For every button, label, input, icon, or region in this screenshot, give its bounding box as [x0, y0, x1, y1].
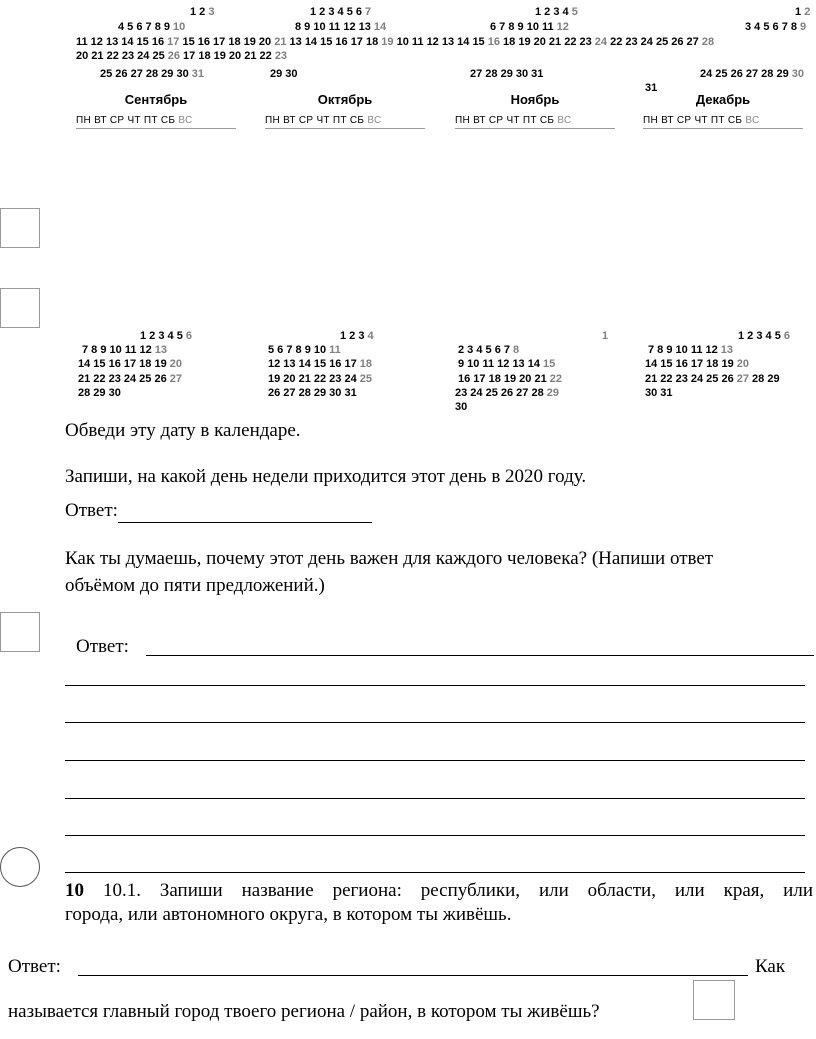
calendar-bottom-row — [78, 387, 121, 399]
weekday-label: СБ — [539, 115, 558, 126]
weekday-label-sunday: ВС — [745, 115, 760, 126]
task10-next-question: называется главный город твоего региона / район, в котором ты живёшь? — [8, 1001, 600, 1022]
calendar-bottom-row — [458, 373, 562, 385]
date-group: 20 21 22 23 24 25 — [76, 50, 168, 62]
calendar-bottom-row — [268, 344, 341, 356]
date-group: 17 18 19 20 21 22 — [180, 50, 275, 62]
weekend-date: 26 — [167, 50, 180, 62]
weekend-date: 24 — [594, 36, 608, 48]
calendar-top-row — [535, 6, 578, 18]
weekday-label: СБ — [160, 115, 179, 126]
importance-question-line1: Как ты думаешь, почему этот день важен для каждого человека? (Напиши ответ — [65, 548, 714, 569]
weekend-date: 29 — [546, 387, 559, 399]
date-group: 18 19 20 21 22 23 — [499, 36, 595, 48]
calendar-bottom-row — [645, 387, 673, 399]
calendar-bottom-row — [458, 344, 519, 356]
month-title: Декабрь — [695, 92, 751, 107]
score-box-4[interactable] — [693, 980, 735, 1020]
weekend-date: 16 — [487, 36, 500, 48]
weekday-label: ПТ — [332, 115, 350, 126]
weekend-date: 3 — [208, 6, 215, 18]
date-group: 19 20 21 22 23 24 — [268, 373, 360, 385]
weekday-label-sunday: ВС — [178, 115, 193, 126]
weekday-label: ВТ — [283, 115, 299, 126]
score-box-3[interactable] — [0, 612, 40, 652]
answer-line-4[interactable] — [65, 760, 805, 761]
weekend-date: 6 — [783, 330, 790, 342]
answer-line-7[interactable] — [65, 872, 805, 873]
weekday-label: СБ — [727, 115, 746, 126]
weekday-label: СР — [676, 115, 695, 126]
weekend-date: 1 — [602, 330, 609, 342]
weekend-date: 6 — [185, 330, 192, 342]
weekday-label: ЧТ — [506, 115, 523, 126]
date-group: 11 12 13 14 15 16 — [76, 36, 168, 48]
date-group: 23 24 25 26 27 28 — [455, 387, 547, 399]
importance-answer-label: Ответ: — [76, 636, 129, 657]
date-group: 6 7 8 9 10 11 — [490, 21, 557, 33]
calendar-top-row — [118, 21, 185, 33]
weekend-date: 13 — [154, 344, 168, 356]
date-group: 7 8 9 10 11 12 — [82, 344, 155, 356]
task10-answer-line[interactable] — [78, 975, 748, 976]
calendar-bottom-row — [458, 358, 555, 370]
date-group: 13 14 15 16 17 18 — [286, 36, 382, 48]
date-group: 5 6 7 8 9 10 — [268, 344, 330, 356]
calendar-top-row — [295, 21, 386, 33]
task10-answer-label: Ответ: — [8, 956, 61, 977]
date-group: 1 — [795, 6, 805, 18]
answer-label: Ответ: — [65, 500, 118, 521]
answer-line-2[interactable] — [65, 685, 805, 686]
weekend-date: 28 — [701, 36, 715, 48]
calendar-bottom-row — [340, 330, 374, 342]
date-group: 22 23 24 25 26 27 — [607, 36, 702, 48]
answer-line-6[interactable] — [65, 835, 805, 836]
calendar-top-row — [310, 6, 371, 18]
calendar-bottom-row — [455, 387, 559, 399]
answer-line-5[interactable] — [65, 798, 805, 799]
weekday-label: ПН — [643, 115, 662, 126]
weekday-label: СР — [488, 115, 507, 126]
calendar-bottom-row — [645, 373, 780, 385]
date-group: 1 2 — [190, 6, 209, 18]
calendar-bottom-row — [82, 344, 167, 356]
month-title: Октябрь — [317, 92, 373, 107]
date-group: 7 8 9 10 11 12 — [648, 344, 721, 356]
date-group: 28 29 30 — [78, 387, 121, 399]
weekday-label: СР — [298, 115, 317, 126]
date-group: 14 15 16 17 18 19 — [78, 358, 170, 370]
calendar-bottom-row — [268, 387, 357, 399]
date-group: 30 31 — [645, 387, 673, 399]
calendar-top-row — [490, 21, 569, 33]
calendar-top-row — [795, 6, 810, 18]
calendar-top-row — [190, 6, 214, 18]
weekday-row — [76, 115, 236, 129]
weekend-date: 8 — [513, 344, 520, 356]
calendar-top-row — [76, 36, 714, 48]
weekend-date: 20 — [736, 358, 749, 370]
weekday-label: ПТ — [710, 115, 728, 126]
calendar-top-row — [470, 68, 543, 80]
weekday-label: ВТ — [661, 115, 677, 126]
weekday-label: ВТ — [473, 115, 489, 126]
date-group: 3 4 5 6 7 8 — [745, 21, 801, 33]
date-group: 30 — [455, 401, 468, 413]
weekday-row — [265, 115, 425, 129]
calendar-top-row — [700, 68, 804, 80]
weekday-answer — [65, 500, 372, 523]
date-group: 8 9 10 11 12 13 — [295, 21, 374, 33]
answer-line[interactable] — [118, 500, 372, 523]
date-group: 4 5 6 7 8 9 — [118, 21, 174, 33]
date-group: 10 11 12 13 14 15 — [393, 36, 488, 48]
date-group: 15 16 17 18 19 20 — [179, 36, 275, 48]
weekend-date: 18 — [359, 358, 372, 370]
calendar-bottom-row — [140, 330, 192, 342]
date-group: 14 15 16 17 18 19 — [645, 358, 737, 370]
weekday-label: ПН — [76, 115, 95, 126]
date-group: 27 28 29 30 31 — [470, 68, 544, 80]
date-group: 1 2 3 — [340, 330, 368, 342]
date-group: 1 2 3 4 — [535, 6, 572, 18]
weekend-date: 31 — [191, 68, 204, 80]
date-group: 9 10 11 12 13 14 — [458, 358, 544, 370]
weekend-date: 19 — [381, 36, 394, 48]
weekend-date: 30 — [791, 68, 804, 80]
weekend-date: 27 — [736, 373, 749, 385]
weekend-date: 12 — [556, 21, 569, 33]
calendar-top-row — [100, 68, 204, 80]
month-title: Ноябрь — [510, 92, 560, 107]
date-group: 12 13 14 15 16 17 — [268, 358, 360, 370]
date-group: 1 2 3 4 5 — [738, 330, 784, 342]
date-group: 1 2 3 4 5 — [140, 330, 186, 342]
calendar-bottom-row — [602, 330, 608, 342]
weekend-date: 14 — [373, 21, 387, 33]
weekend-date: 11 — [329, 344, 341, 356]
weekday-question: Запиши, на какой день недели приходится этот день в 2020 году. — [65, 466, 587, 487]
weekend-date: 21 — [274, 36, 287, 48]
weekend-date: 4 — [367, 330, 374, 342]
score-circle[interactable] — [0, 847, 40, 887]
calendar-top-row — [76, 50, 287, 62]
weekday-label: ПН — [455, 115, 474, 126]
weekday-label-sunday: ВС — [367, 115, 382, 126]
task10-number: 10 — [65, 880, 84, 901]
answer-line-1[interactable] — [146, 655, 814, 656]
date-group: 1 2 3 4 5 6 — [310, 6, 366, 18]
weekday-label: ЧТ — [694, 115, 711, 126]
weekday-label: СБ — [349, 115, 368, 126]
weekend-date: 25 — [359, 373, 372, 385]
weekday-label: СР — [109, 115, 128, 126]
calendar-top-row — [270, 68, 298, 80]
date-group: 25 26 27 28 29 30 — [100, 68, 192, 80]
weekend-date: 5 — [571, 6, 578, 18]
weekend-date: 22 — [549, 373, 562, 385]
weekday-label-sunday: ВС — [557, 115, 572, 126]
weekday-label: ПТ — [143, 115, 161, 126]
task10-text-line1 — [65, 880, 813, 902]
weekend-date: 15 — [543, 358, 556, 370]
answer-line-3[interactable] — [65, 722, 805, 723]
importance-question-line2: объёмом до пяти предложений.) — [65, 575, 325, 596]
calendar-bottom-row — [738, 330, 790, 342]
weekend-date: 20 — [169, 358, 182, 370]
weekend-date: 2 — [804, 6, 811, 18]
weekday-label: ЧТ — [127, 115, 144, 126]
month-title: Сентябрь — [124, 92, 188, 107]
calendar-top-row — [745, 21, 806, 33]
date-group: 16 17 18 19 20 21 — [458, 373, 550, 385]
calendar-bottom-row — [268, 358, 372, 370]
calendar-bottom-row — [78, 373, 182, 385]
weekday-row — [643, 115, 803, 129]
calendar-bottom-row — [268, 373, 372, 385]
date-group: 21 22 23 24 25 26 — [78, 373, 170, 385]
date-group: 24 25 26 27 28 29 — [700, 68, 792, 80]
date-group: 2 3 4 5 6 7 — [458, 344, 514, 356]
calendar-bottom-row — [455, 401, 467, 413]
task10-text-line2: города, или автономного округа, в котором ты живёшь. — [65, 904, 512, 925]
weekend-date: 27 — [169, 373, 182, 385]
date-group: 28 29 — [749, 373, 780, 385]
weekend-date: 10 — [173, 21, 186, 33]
calendar-bottom-row — [648, 344, 733, 356]
date-group: 31 — [645, 82, 658, 94]
date-group: 21 22 23 24 25 26 — [645, 373, 737, 385]
calendar-bottom-row — [645, 358, 749, 370]
task10-text: 10.1. Запиши название региона: республики, или области, или края, или — [102, 880, 814, 901]
circle-instruction: Обведи эту дату в календаре. — [65, 420, 301, 441]
calendar-bottom-row — [78, 358, 182, 370]
weekend-date: 7 — [365, 6, 372, 18]
score-box-1[interactable] — [0, 208, 40, 248]
weekday-row — [455, 115, 615, 129]
weekday-label: ЧТ — [316, 115, 333, 126]
weekday-label: ПН — [265, 115, 284, 126]
weekday-label: ВТ — [94, 115, 110, 126]
date-group: 26 27 28 29 30 31 — [268, 387, 357, 399]
weekday-label: ПТ — [522, 115, 540, 126]
task10-trailing: Как — [755, 956, 786, 977]
score-box-2[interactable] — [0, 288, 40, 328]
weekend-date: 13 — [720, 344, 734, 356]
weekend-date: 9 — [800, 21, 807, 33]
weekend-date: 23 — [274, 50, 288, 62]
date-group: 29 30 — [270, 68, 298, 80]
weekend-date: 17 — [167, 36, 180, 48]
